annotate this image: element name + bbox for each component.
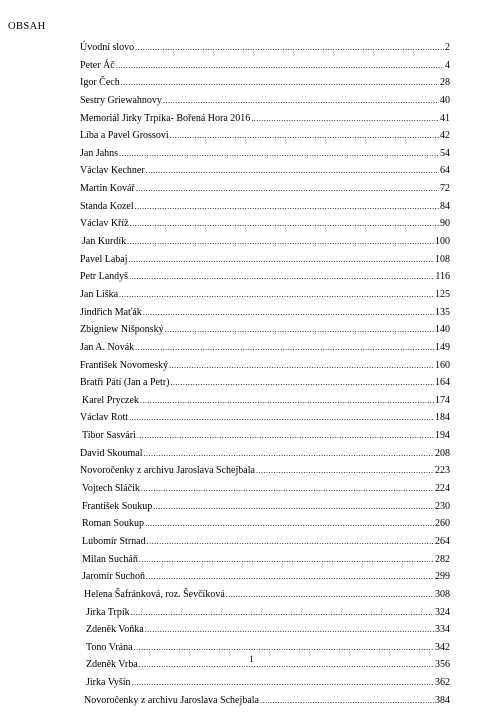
toc-entry-title: Milan Sucháň [82,553,138,565]
toc-entry-page: 230 [435,500,450,512]
toc-leader-dots [129,412,434,424]
toc-entry [80,165,450,183]
toc-entry [80,289,450,307]
toc-leader-dots [170,130,439,142]
toc-entry [80,342,450,360]
toc-entry-title: Karel Pryczek [82,394,139,406]
toc-entry-title: Václav Kříž [80,218,129,230]
toc-entry-title: Lubomír Strnad [82,535,146,547]
toc-leader-dots [226,589,434,601]
toc-leader-dots [146,571,434,583]
toc-leader-dots [127,236,434,248]
toc-leader-dots [139,554,434,566]
toc-entry-title: Jindřich Maťák [80,306,142,318]
toc-entry-page: 223 [435,465,450,477]
toc-entry-page: 174 [435,394,450,406]
toc-entry-title: Standa Kozel [80,200,134,212]
toc-entry [80,448,450,466]
toc-entry-title: Zdeněk Voňka [86,624,144,636]
toc-entry [80,554,450,572]
toc-leader-dots [116,60,444,72]
toc-entry [80,607,450,625]
toc-entry [80,183,450,201]
toc-leader-dots [145,624,434,636]
toc-leader-dots [163,95,439,107]
toc-entry-page: 40 [440,94,450,106]
toc-entry [80,395,450,413]
toc-entry-title: Helena Šafránková, roz. Ševčíková [84,588,225,600]
toc-entry [80,677,450,695]
toc-entry-title: Václav Rott [80,412,129,424]
toc-entry-page: 194 [435,430,450,442]
toc-entry-page: 90 [440,218,450,230]
toc-entry-page: 84 [440,200,450,212]
toc-entry-title: Jan Liška [80,288,119,300]
toc-entry-page: 208 [435,447,450,459]
toc-leader-dots [135,201,439,213]
toc-leader-dots [134,642,434,654]
toc-entry-page: 282 [435,553,450,565]
toc-entry [80,42,450,60]
toc-entry-title: Úvodní slovo [80,42,135,53]
toc-entry [80,465,450,483]
toc-leader-dots [141,483,434,495]
toc-entry [80,77,450,95]
toc-leader-dots [130,218,439,230]
toc-leader-dots [143,307,434,319]
toc-leader-dots [153,501,434,513]
toc-entry [80,430,450,448]
toc-entry-title: Jan Kurdík [82,236,127,248]
toc-entry [80,501,450,519]
toc-entry-page: 54 [440,147,450,159]
toc-entry-title: Memoriál Jirky Trpíka- Bořená Hora 2016 [80,112,251,124]
toc-entry [80,695,450,712]
toc-entry [80,307,450,325]
toc-entry-page: 384 [435,694,450,706]
toc-entry-page: 260 [435,518,450,530]
toc-entry [80,271,450,289]
toc-entry-page: 334 [435,624,450,636]
toc-entry [80,130,450,148]
toc-entry-page: 160 [435,359,450,371]
toc-entry [80,324,450,342]
toc-entry-title: Jirka Trpík [86,606,130,618]
toc-leader-dots [131,607,434,619]
toc-leader-dots [135,342,434,354]
toc-entry-title: Roman Soukup [82,518,144,530]
toc-entry-page: 41 [440,112,450,124]
toc-entry-page: 184 [435,412,450,424]
toc-entry-title: Jan A. Novák [80,341,135,353]
toc-leader-dots [128,254,434,266]
toc-entry-page: 308 [435,588,450,600]
toc-entry-page: 108 [435,253,450,265]
toc-entry-page: 135 [435,306,450,318]
toc-entry-title: Igor Čech [80,77,120,89]
toc-entry-page: 28 [440,77,450,89]
toc-leader-dots [119,289,434,301]
toc-entry-title: Petr Landyš [80,271,129,283]
toc-entry [80,624,450,642]
toc-entry [80,218,450,236]
toc-entry [80,360,450,378]
toc-entry-page: 164 [435,377,450,389]
toc-entry-title: Novoročenky z archivu Jaroslava Schejbala [80,465,255,477]
toc-entry-title: Zdeněk Vrba [86,659,138,671]
toc-entry-title: Líba a Pavel Grossovi [80,130,169,142]
toc-entry [80,571,450,589]
toc-leader-dots [132,677,434,689]
toc-entry-page: 264 [435,535,450,547]
toc-entry-title: Peter Áč [80,59,115,71]
toc-entry [80,148,450,166]
table-of-contents [80,42,450,712]
toc-entry-page: 342 [435,641,450,653]
toc-leader-dots [146,165,439,177]
toc-entry [80,113,450,131]
toc-leader-dots [119,148,439,160]
toc-entry-page: 2 [445,42,450,53]
toc-entry-title: Václav Kechner [80,165,145,177]
toc-entry-title: Bratři Pátí (Jan a Petr) [80,377,170,389]
toc-entry-page: 4 [445,59,450,71]
toc-entry [80,236,450,254]
toc-entry [80,536,450,554]
toc-entry-page: 116 [435,271,450,283]
toc-leader-dots [170,377,434,389]
toc-entry-title: Jan Jahns [80,147,119,159]
toc-entry-page: 125 [435,288,450,300]
toc-entry [80,412,450,430]
toc-entry-page: 149 [435,341,450,353]
toc-entry-page: 64 [440,165,450,177]
toc-leader-dots [260,695,434,707]
toc-entry-page: 362 [435,677,450,689]
toc-entry-title: Jaromír Suchoň [82,571,146,583]
toc-entry-title: František Soukup [82,500,153,512]
toc-entry [80,60,450,78]
toc-entry-title: Pavel Labaj [80,253,128,265]
toc-leader-dots [136,183,439,195]
toc-entry [80,95,450,113]
toc-entry-title: Tibor Sasvári [82,430,136,442]
toc-entry-title: Tono Vrána [86,641,133,653]
toc-entry-page: 324 [435,606,450,618]
toc-entry-page: 224 [435,483,450,495]
toc-heading: OBSAH [8,21,46,32]
toc-entry-page: 42 [440,130,450,142]
toc-entry-page: 72 [440,183,450,195]
toc-entry-page: 356 [435,659,450,671]
toc-entry [80,589,450,607]
toc-leader-dots [140,395,434,407]
toc-entry-title: Sestry Griewahnovy [80,94,162,106]
page-number: 1 [249,654,254,664]
toc-entry-page: 299 [435,571,450,583]
toc-leader-dots [251,113,439,125]
toc-entry-title: Martin Kovář [80,183,135,195]
toc-leader-dots [121,77,439,89]
toc-leader-dots [256,465,434,477]
toc-entry [80,518,450,536]
toc-entry-title: František Novomeský [80,359,169,371]
toc-leader-dots [144,448,435,460]
toc-entry [80,377,450,395]
toc-entry-title: Novoročenky z archivu Jaroslava Schejbala [84,694,259,706]
toc-entry-page: 140 [435,324,450,336]
toc-leader-dots [169,360,434,372]
toc-entry-page: 100 [435,236,450,248]
toc-leader-dots [145,518,434,530]
toc-entry-title: Jirka Vyšín [86,677,131,689]
toc-entry [80,201,450,219]
toc-leader-dots [147,536,434,548]
toc-entry-title: Zbigniew Nišponský [80,324,164,336]
toc-entry-title: David Skoumal [80,447,143,459]
toc-entry [80,483,450,501]
toc-entry-title: Vojtech Sláčik [82,483,140,495]
toc-entry [80,254,450,272]
toc-leader-dots [165,324,434,336]
toc-leader-dots [135,42,444,54]
toc-leader-dots [137,430,434,442]
toc-leader-dots [129,271,434,283]
